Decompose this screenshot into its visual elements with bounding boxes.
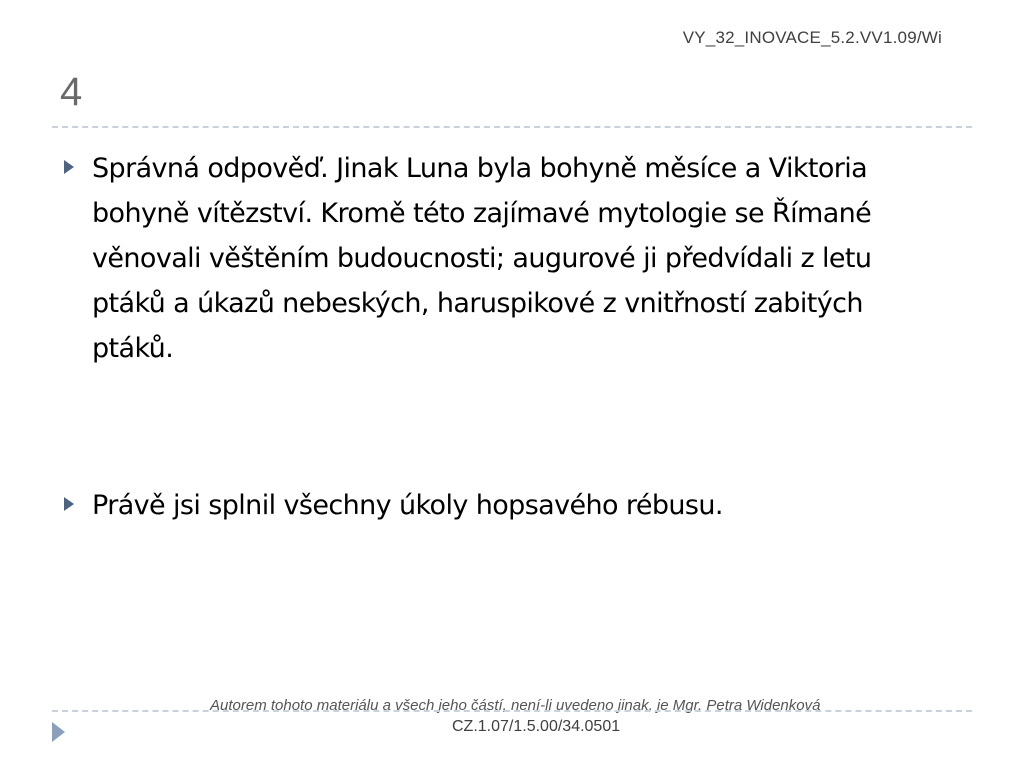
footer-author-note: Autorem tohoto materiálu a všech jeho částí, není-li uvedeno jinak, je Mgr. Petra Widenková — [210, 697, 821, 714]
document-code: VY_32_INOVACE_5.2.VV1.09/Wi — [682, 28, 942, 47]
bullet-triangle-icon — [64, 160, 74, 174]
bullet-item — [64, 483, 944, 528]
title-divider — [52, 126, 972, 128]
bullet-text: Správná odpověď. Jinak Luna byla bohyně měsíce a Viktoria bohyně vítězství. Kromě této zajímavé mytologie se Římané věnovali věštěním budoucnosti; augurové ji předvídali z letu ptáků a úkazů nebeských, haruspikové z vnitřností zabitých ptáků. — [92, 153, 872, 364]
footer-triangle-icon — [52, 722, 65, 742]
bullet-triangle-icon — [64, 497, 74, 511]
bullet-item — [64, 146, 944, 371]
footer-divider — [52, 710, 972, 712]
slide-content — [64, 146, 944, 528]
footer-project-code: CZ.1.07/1.5.00/34.0501 — [452, 718, 621, 735]
bullet-text: Právě jsi splnil všechny úkoly hopsavého rébusu. — [92, 490, 723, 521]
slide-number: 4 — [60, 70, 83, 114]
